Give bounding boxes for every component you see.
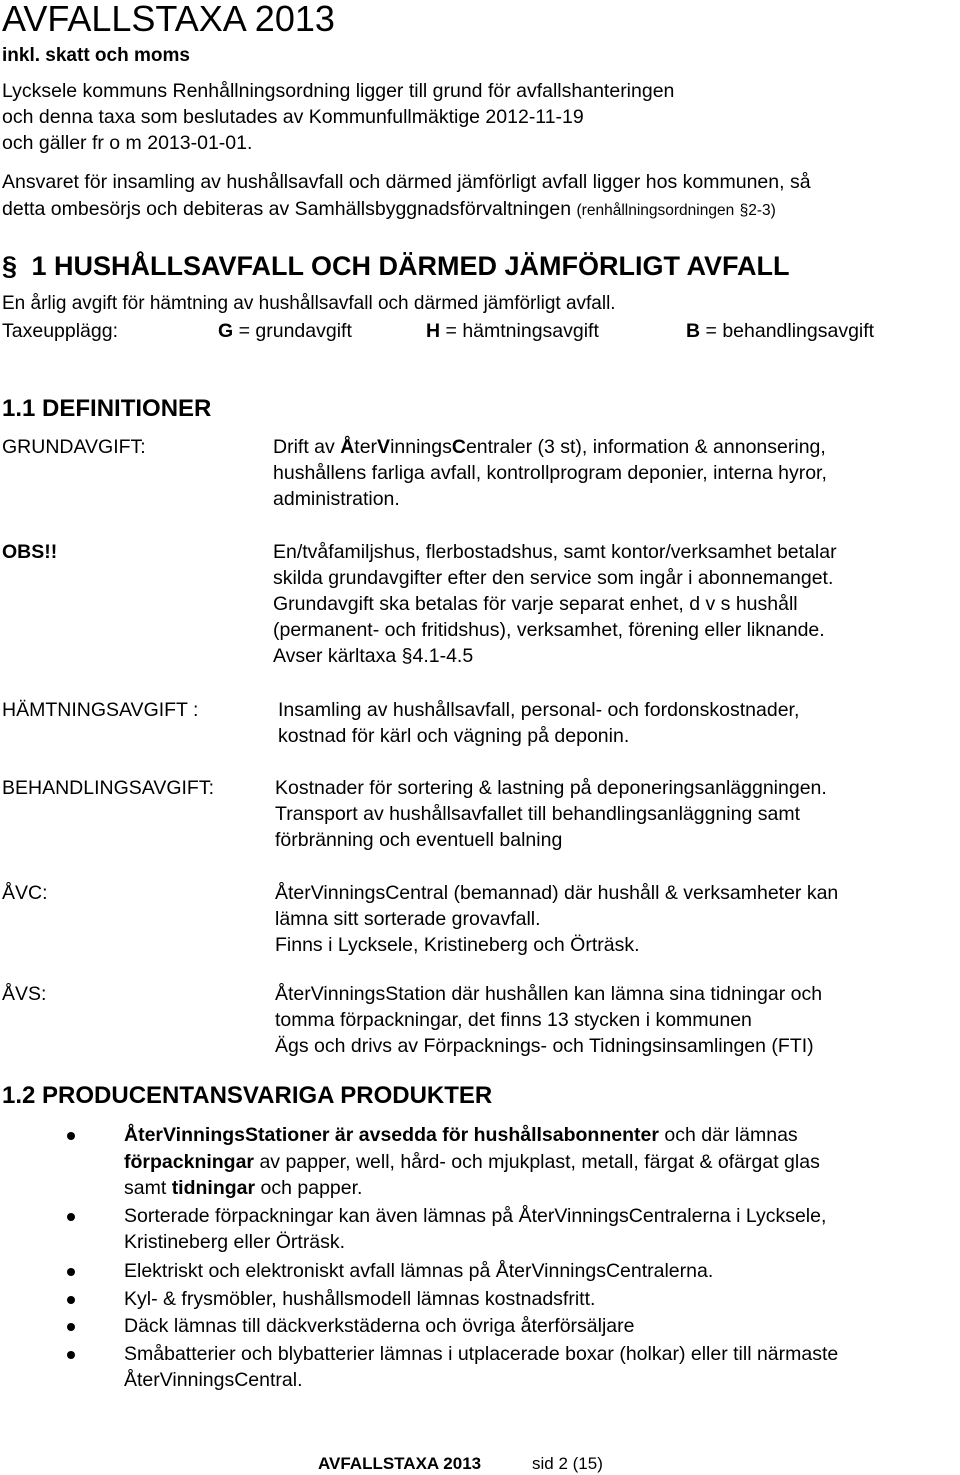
bold-text: ÅterVinningsStationer är avsedda för hushållsabonnenter: [124, 1124, 659, 1146]
definition-line: Insamling av hushållsavfall, personal- och fordonskostnader,: [278, 699, 800, 721]
list-item-text: av papper, well, hård- och mjukplast, metall, färgat & ofärgat glas: [254, 1151, 820, 1173]
page-footer: [318, 1453, 603, 1475]
definition-line: Ägs och drivs av Förpacknings- och Tidningsinsamlingen (FTI): [275, 1035, 814, 1057]
section-1-title: 1 HUSHÅLLSAVFALL OCH DÄRMED JÄMFÖRLIGT AVFALL: [31, 251, 790, 281]
list-item-line: Småbatterier och blybatterier lämnas i utplacerade boxar (holkar) eller till närmaste: [124, 1343, 839, 1365]
section-symbol: §: [739, 202, 749, 219]
section-1-description: En årlig avgift för hämtning av hushållsavfall och därmed jämförligt avfall.: [2, 293, 616, 314]
section-1-heading: [2, 250, 790, 282]
emphasis-letter: V: [377, 436, 391, 458]
responsibility-text: detta ombesörjs och debiteras av Samhällsbyggnadsförvaltningen: [2, 198, 572, 220]
list-item-line: [124, 1122, 798, 1149]
definition-line: lämna sitt sorterade grovavfall.: [275, 908, 541, 930]
list-item-line: [124, 1149, 820, 1176]
section-reference: 4.1-4.5: [412, 645, 474, 667]
responsibility-reference-number: 2-3): [748, 202, 776, 219]
definition-line: ÅterVinningsStation där hushållen kan lämna sina tidningar och: [275, 983, 823, 1005]
intro-line: och gäller fr o m 2013-01-01.: [2, 132, 253, 154]
tax-g-text: = grundavgift: [233, 320, 352, 342]
term-grundavgift: GRUNDAVGIFT:: [2, 436, 146, 458]
section-1-1-heading: 1.1 DEFINITIONER: [2, 395, 212, 422]
definition-line: [273, 434, 827, 460]
tax-label: Taxeupplägg:: [2, 320, 119, 342]
term-hamtningsavgift: HÄMTNINGSAVGIFT :: [2, 699, 199, 721]
section-1-2-heading: 1.2 PRODUCENTANSVARIGA PRODUKTER: [2, 1082, 493, 1109]
document-subtitle: inkl. skatt och moms: [2, 45, 190, 66]
bullet-icon: [67, 1268, 75, 1276]
tax-h-text: = hämtningsavgift: [440, 320, 599, 342]
bullet-icon: [67, 1351, 75, 1359]
bullet-icon: [67, 1213, 75, 1221]
tax-b-key: B: [686, 320, 701, 342]
list-item-line: Elektriskt och elektroniskt avfall lämnas på ÅterVinningsCentralerna.: [124, 1260, 714, 1282]
footer-title: AVFALLSTAXA 2013: [318, 1454, 482, 1473]
list-item-line: Kristineberg eller Örträsk.: [124, 1231, 346, 1253]
definition-text: entraler (3 st), information & annonsering,: [465, 436, 826, 458]
list-item-text: samt: [124, 1177, 172, 1199]
definition-line: Transport av hushållsavfallet till behandlingsanläggning samt: [275, 803, 801, 825]
term-avc: ÅVC:: [2, 882, 48, 904]
definition-line: tomma förpackningar, det finns 13 stycken i kommunen: [275, 1009, 752, 1031]
definition-line: (permanent- och fritidshus), verksamhet, förening eller liknande.: [273, 619, 825, 641]
definition-line: Finns i Lycksele, Kristineberg och Örträsk.: [275, 934, 640, 956]
bold-text: tidningar: [171, 1177, 256, 1199]
tax-b: [686, 318, 874, 344]
definition-line: Grundavgift ska betalas för varje separat enhet, d v s hushåll: [273, 593, 798, 615]
definition-grundavgift: [273, 434, 827, 512]
definition-hamtningsavgift: [278, 697, 799, 749]
tax-g-key: G: [218, 320, 234, 342]
intro-line: och denna taxa som beslutades av Kommunfullmäktige 2012-11-19: [2, 106, 584, 128]
definition-obs: [273, 539, 837, 669]
tax-h-key: H: [426, 320, 441, 342]
document-title: AVFALLSTAXA 2013: [2, 0, 335, 39]
definition-line: förbränning och eventuell balning: [275, 829, 563, 851]
bullet-icon: [67, 1132, 75, 1140]
responsibility-paragraph: [2, 169, 811, 224]
list-item-text: och där lämnas: [658, 1124, 798, 1146]
tax-h: [426, 318, 599, 344]
definition-line: kostnad för kärl och vägning på deponin.: [278, 725, 630, 747]
tax-g: [218, 318, 352, 344]
term-behandlingsavgift: BEHANDLINGSAVGIFT:: [2, 777, 215, 799]
tax-b-text: = behandlingsavgift: [700, 320, 875, 342]
responsibility-reference: (renhållningsordningen: [576, 202, 735, 219]
definition-line: hushållens farliga avfall, kontrollprogram deponier, interna hyror,: [273, 462, 827, 484]
definition-line: administration.: [273, 488, 400, 510]
definition-line: Kostnader för sortering & lastning på deponeringsanläggningen.: [275, 777, 827, 799]
definition-line: En/tvåfamiljshus, flerbostadshus, samt kontor/verksamhet betalar: [273, 541, 837, 563]
list-item-line: [124, 1175, 362, 1202]
definition-text: ter: [354, 436, 378, 458]
bullet-icon: [67, 1296, 75, 1304]
list-item-text: och papper.: [255, 1177, 363, 1199]
intro-paragraph: [2, 78, 674, 156]
emphasis-letter: C: [451, 436, 466, 458]
responsibility-line: [2, 196, 811, 224]
term-obs: OBS!!: [2, 541, 58, 563]
responsibility-line: Ansvaret för insamling av hushållsavfall och därmed jämförligt avfall ligger hos kommunen, så: [2, 171, 811, 193]
definition-avc: [275, 880, 838, 958]
emphasis-letter: Å: [340, 436, 355, 458]
definition-line: ÅterVinningsCentral (bemannad) där hushåll & verksamheter kan: [275, 882, 839, 904]
intro-line: Lycksele kommuns Renhållningsordning ligger till grund för avfallshanteringen: [2, 80, 675, 102]
definition-text: innings: [390, 436, 452, 458]
definition-text: Drift av: [273, 436, 341, 458]
list-item-line: Sorterade förpackningar kan även lämnas på ÅterVinningsCentralerna i Lycksele,: [124, 1205, 827, 1227]
term-avs: ÅVS:: [2, 983, 47, 1005]
definition-behandlingsavgift: [275, 775, 827, 853]
definition-line: skilda grundavgifter efter den service som ingår i abonnemanget.: [273, 567, 834, 589]
section-symbol: §: [2, 251, 18, 281]
list-item-line: Däck lämnas till däckverkstäderna och övriga återförsäljare: [124, 1315, 635, 1337]
section-symbol: §: [401, 645, 413, 667]
list-item-line: Kyl- & frysmöbler, hushållsmodell lämnas kostnadsfritt.: [124, 1288, 596, 1310]
list-item-line: ÅterVinningsCentral.: [124, 1369, 303, 1391]
definition-text: Avser kärltaxa: [273, 645, 397, 667]
bold-text: förpackningar: [124, 1151, 255, 1173]
page-number: sid 2 (15): [532, 1454, 603, 1473]
bullet-icon: [67, 1323, 75, 1331]
definition-avs: [275, 981, 822, 1059]
definition-line: [273, 643, 837, 669]
